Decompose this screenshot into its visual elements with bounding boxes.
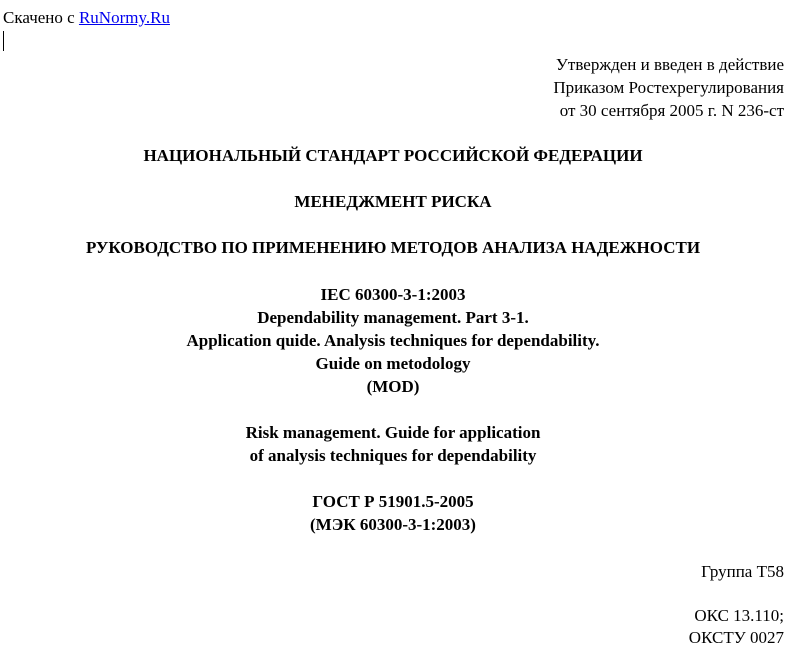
document-title: МЕНЕДЖМЕНТ РИСКА: [294, 192, 492, 211]
iec-line-3: Guide on metodology: [315, 354, 471, 373]
iec-code: IEC 60300-3-1:2003: [320, 285, 466, 304]
document-subtitle: РУКОВОДСТВО ПО ПРИМЕНЕНИЮ МЕТОДОВ АНАЛИЗА НАДЕЖНОСТИ: [85, 238, 701, 257]
group-label: Группа Т58: [701, 562, 784, 581]
approval-line-1: Утвержден и введен в действие: [555, 55, 784, 74]
english-title-block: [0, 421, 786, 467]
iec-line-1: Dependability management. Part 3-1.: [257, 308, 529, 327]
okstu-code: ОКСТУ 0027: [688, 628, 784, 647]
standard-type-heading: НАЦИОНАЛЬНЫЙ СТАНДАРТ РОССИЙСКОЙ ФЕДЕРАЦИИ: [143, 146, 643, 165]
gost-code: ГОСТ Р 51901.5-2005: [312, 492, 474, 511]
english-title-line-2: of analysis techniques for dependability: [249, 446, 537, 465]
iec-line-4: (MOD): [366, 377, 420, 396]
classification-codes: [689, 605, 784, 649]
iec-reference-block: [0, 283, 786, 398]
approval-block: [553, 53, 784, 122]
source-line: [3, 7, 170, 29]
iec-line-2: Application quide. Analysis techniques for dependability.: [186, 331, 600, 350]
source-link[interactable]: RuNormy.Ru: [78, 8, 170, 27]
text-cursor: [3, 31, 4, 51]
oks-code: ОКС 13.110;: [694, 606, 784, 625]
gost-block: [0, 490, 786, 536]
english-title-line-1: Risk management. Guide for application: [245, 423, 541, 442]
approval-line-3: от 30 сентября 2005 г. N 236-ст: [559, 101, 784, 120]
approval-line-2: Приказом Ростехрегулирования: [553, 78, 784, 97]
source-prefix: Скачено с: [3, 8, 79, 27]
gost-equivalent: (МЭК 60300-3-1:2003): [310, 515, 476, 534]
